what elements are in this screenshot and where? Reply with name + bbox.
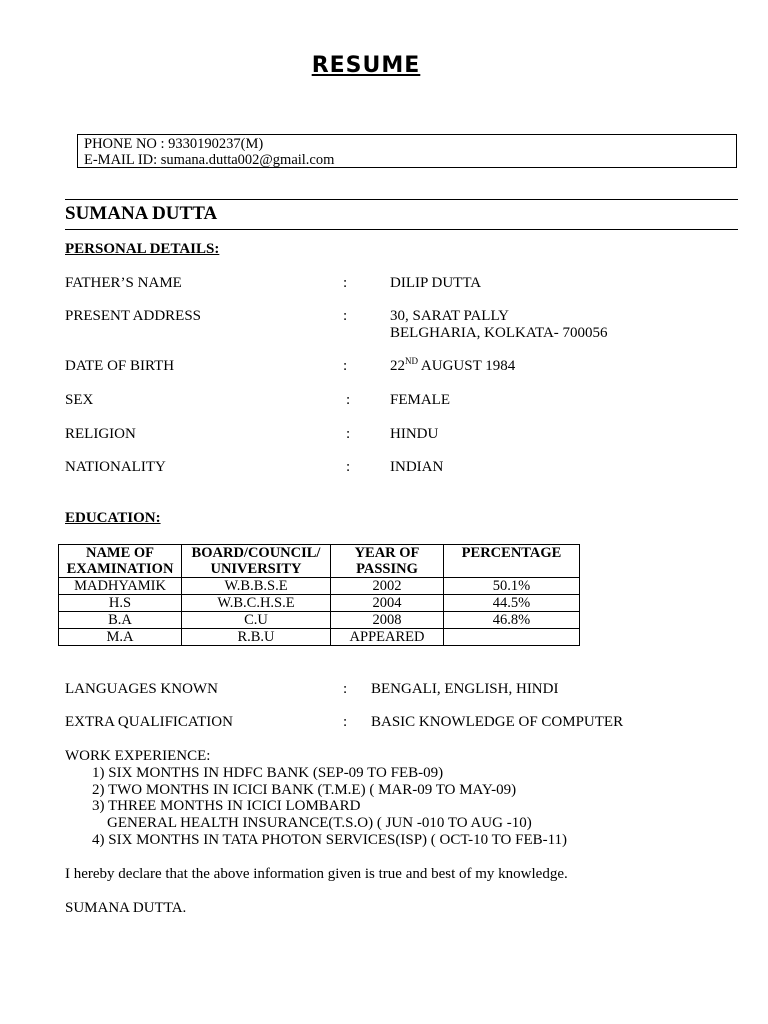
table-cell: 50.1%: [444, 578, 580, 595]
table-row: [59, 612, 580, 629]
colon: :: [346, 459, 351, 475]
table-cell: H.S: [59, 595, 182, 612]
fathers-name-label: FATHER’S NAME: [65, 275, 182, 291]
work-item-continuation: GENERAL HEALTH INSURANCE(T.S.O) ( JUN -010 TO AUG -10): [107, 815, 532, 831]
table-cell: 2008: [331, 612, 444, 629]
table-cell: M.A: [59, 629, 182, 646]
languages-label: LANGUAGES KNOWN: [65, 681, 218, 697]
work-item: 4) SIX MONTHS IN TATA PHOTON SERVICES(ISP) ( OCT-10 TO FEB-11): [92, 832, 568, 848]
declaration: I hereby declare that the above information given is true and best of my knowledge.: [65, 866, 568, 882]
dob-suffix: ND: [405, 356, 418, 366]
address-line-2: BELGHARIA, KOLKATA- 700056: [390, 325, 608, 341]
candidate-name: SUMANA DUTTA: [65, 203, 218, 224]
table-cell: B.A: [59, 612, 182, 629]
work-experience-heading: WORK EXPERIENCE:: [65, 748, 211, 764]
fathers-name-value: DILIP DUTTA: [390, 275, 482, 291]
colon: :: [346, 392, 351, 408]
religion-label: RELIGION: [65, 426, 136, 442]
email-address: E-MAIL ID: sumana.dutta002@gmail.com: [84, 152, 335, 168]
extra-qualification-label: EXTRA QUALIFICATION: [65, 714, 233, 730]
signature: SUMANA DUTTA.: [65, 900, 187, 916]
column-header: PERCENTAGE: [444, 545, 580, 578]
table-row: [59, 629, 580, 646]
personal-details-heading: PERSONAL DETAILS:: [65, 241, 220, 257]
extra-qualification-value: BASIC KNOWLEDGE OF COMPUTER: [371, 714, 624, 730]
phone-number: PHONE NO : 9330190237(M): [84, 136, 264, 152]
languages-value: BENGALI, ENGLISH, HINDI: [371, 681, 559, 697]
education-table: [58, 544, 580, 646]
work-item: 2) TWO MONTHS IN ICICI BANK (T.M.E) ( MAR-09 TO MAY-09): [92, 782, 517, 798]
table-cell: 2004: [331, 595, 444, 612]
table-cell: 2002: [331, 578, 444, 595]
page-title: RESUME: [311, 53, 421, 78]
colon: :: [343, 681, 348, 697]
dob-value: [390, 358, 515, 375]
table-cell: 44.5%: [444, 595, 580, 612]
table-cell: C.U: [182, 612, 331, 629]
education-heading: EDUCATION:: [65, 510, 161, 526]
colon: :: [343, 358, 348, 374]
table-cell: R.B.U: [182, 629, 331, 646]
colon: :: [346, 426, 351, 442]
divider-bottom: [65, 229, 738, 230]
divider-top: [65, 199, 738, 200]
address-line-1: 30, SARAT PALLY: [390, 308, 509, 324]
nationality-label: NATIONALITY: [65, 459, 166, 475]
table-header-row: [59, 545, 580, 578]
column-header: BOARD/COUNCIL/ UNIVERSITY: [182, 545, 331, 578]
table-row: [59, 595, 580, 612]
table-cell: W.B.C.H.S.E: [182, 595, 331, 612]
table-cell: 46.8%: [444, 612, 580, 629]
dob-rest: AUGUST 1984: [418, 358, 516, 374]
table-cell: W.B.B.S.E: [182, 578, 331, 595]
nationality-value: INDIAN: [390, 459, 444, 475]
sex-value: FEMALE: [390, 392, 450, 408]
column-header: YEAR OF PASSING: [331, 545, 444, 578]
colon: :: [343, 308, 348, 324]
column-header: NAME OF EXAMINATION: [59, 545, 182, 578]
dob-label: DATE OF BIRTH: [65, 358, 175, 374]
religion-value: HINDU: [390, 426, 439, 442]
colon: :: [343, 275, 348, 291]
table-cell: APPEARED: [331, 629, 444, 646]
table-cell: MADHYAMIK: [59, 578, 182, 595]
dob-day: 22: [390, 358, 405, 374]
work-item: 1) SIX MONTHS IN HDFC BANK (SEP-09 TO FEB-09): [92, 765, 444, 781]
colon: :: [343, 714, 348, 730]
work-item: 3) THREE MONTHS IN ICICI LOMBARD: [92, 798, 361, 814]
contact-box: [77, 134, 737, 168]
table-row: [59, 578, 580, 595]
address-label: PRESENT ADDRESS: [65, 308, 202, 324]
sex-label: SEX: [65, 392, 94, 408]
table-cell: [444, 629, 580, 646]
